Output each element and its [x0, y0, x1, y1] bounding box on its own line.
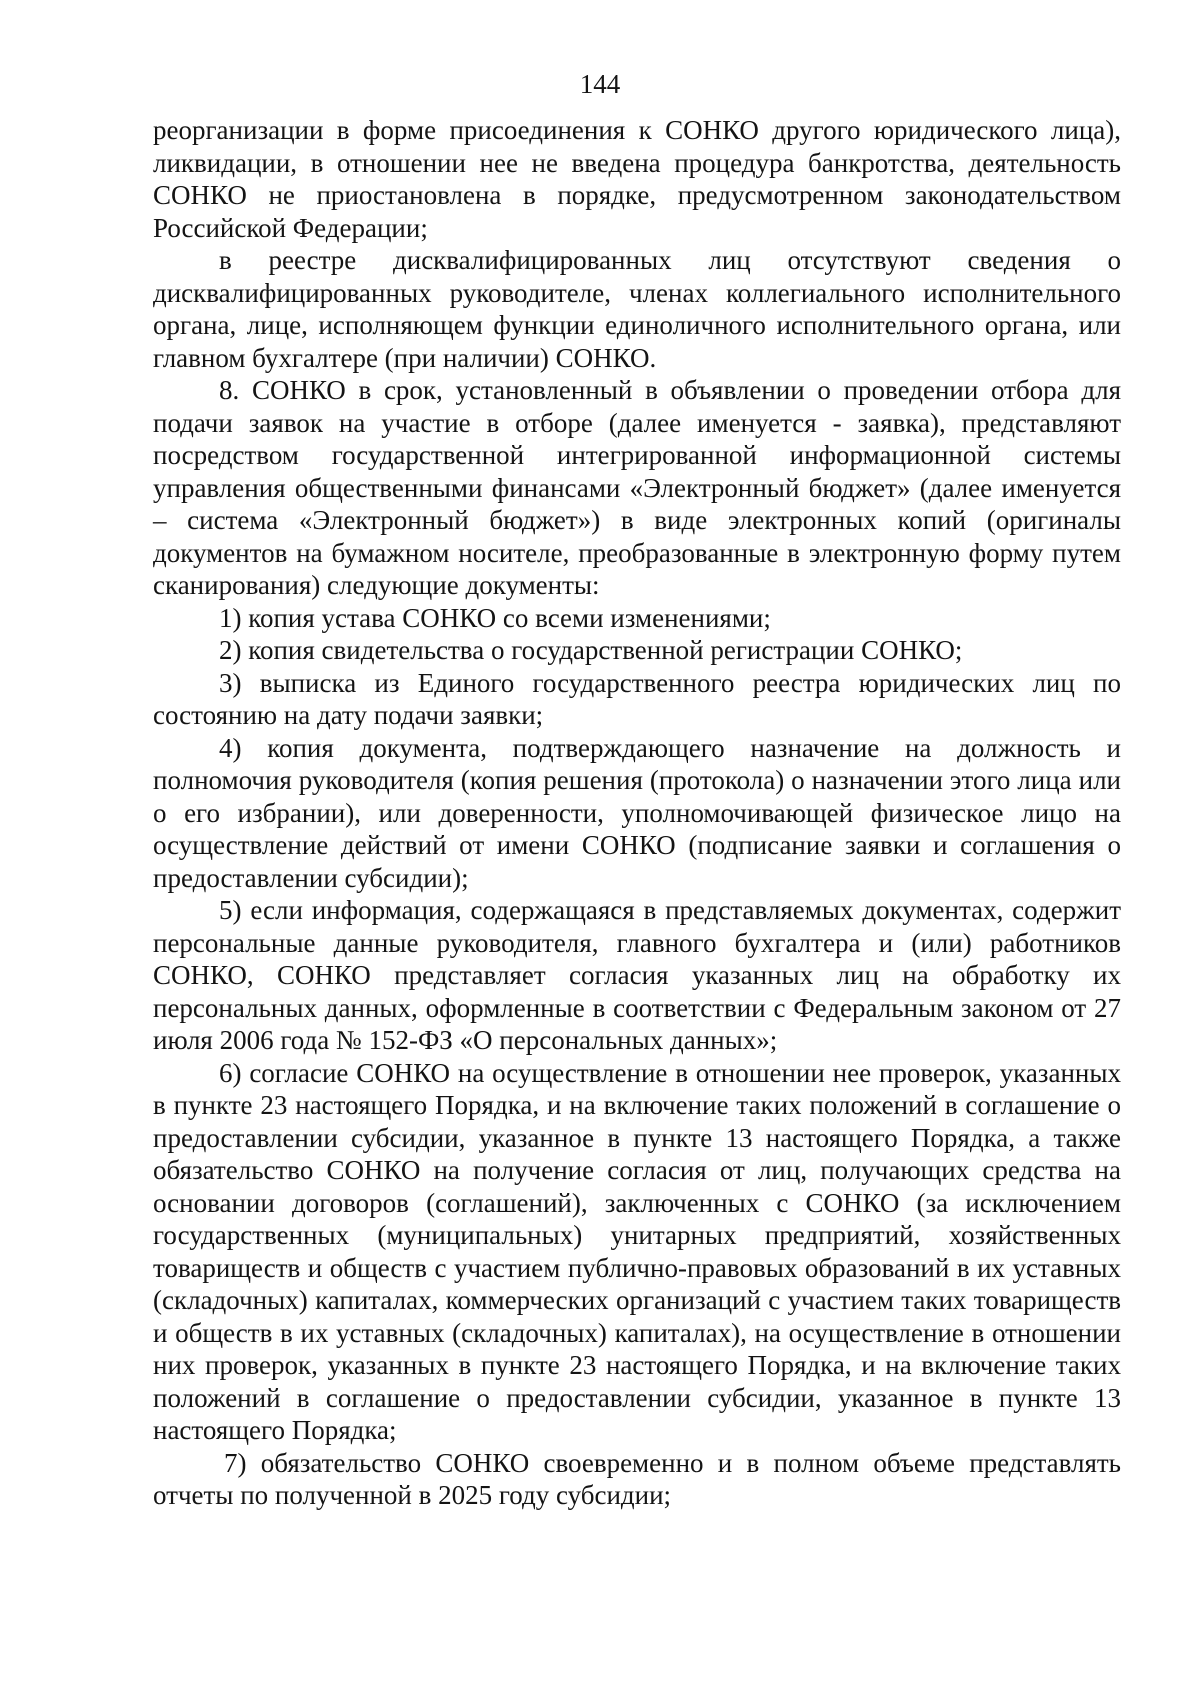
- paragraph-continuation: реорганизации в форме присоединения к СОНКО другого юридического лица), ликвидации, в отношении нее не введена процедура банкротства, деятельность СОНКО не приостановлена в порядке, предусмотренном законодательством Российской Федерации;: [153, 115, 1121, 243]
- page-number: 144: [579, 69, 621, 99]
- list-item-1: 1) копия устава СОНКО со всеми изменениями;: [219, 602, 771, 633]
- list-item-4: 4) копия документа, подтверждающего назначение на должность и полномочия руководителя (копия решения (протокола) о назначении этого лица или о его избрании), или доверенности, уполномочивающей физическое лицо на осуществление действий от имени СОНКО (подписание заявки и соглашения о предоставлении субсидии);: [153, 732, 1121, 893]
- list-item-6: 6) согласие СОНКО на осуществление в отношении нее проверок, указанных в пункте 23 настоящего Порядка, и на включение таких положений в соглашение о предоставлении субсидии, указанное в пункте 13 настоящего Порядка, а также обязательство СОНКО на получение согласия от лиц, получающих средства на основании договоров (соглашений), заключенных с СОНКО (за исключением государственных (муниципальных) унитарных предприятий, хозяйственных товариществ и обществ с участием публично-правовых образований в их уставных (складочных) капиталах, коммерческих организаций с участием таких товариществ и обществ в их уставных (складочных) капиталах), на осуществление в отношении них проверок, указанных в пункте 23 настоящего Порядка, и на включение таких положений в соглашение о предоставлении субсидии, указанное в пункте 13 настоящего Порядка;: [153, 1057, 1121, 1445]
- list-item-5: 5) если информация, содержащаяся в представляемых документах, содержит персональные данные руководителя, главного бухгалтера и (или) работников СОНКО, СОНКО представляет согласия указанных лиц на обработку их персональных данных, оформленные в соответствии с Федеральным законом от 27 июля 2006 года № 152-ФЗ «О персональных данных»;: [153, 895, 1121, 1055]
- paragraph-disqualified-registry: в реестре дисквалифицированных лиц отсутствуют сведения о дисквалифицированных руководителе, членах коллегиального исполнительного органа, лице, исполняющем функции единоличного исполнительного органа, или главном бухгалтере (при наличии) СОНКО.: [153, 245, 1121, 373]
- paragraph-item-8: 8. СОНКО в срок, установленный в объявлении о проведении отбора для подачи заявок на участие в отборе (далее именуется - заявка), представляют посредством государственной интегрированной информационной системы управления общественными финансами «Электронный бюджет» (далее именуется – система «Электронный бюджет») в виде электронных копий (оригиналы документов на бумажном носителе, преобразованные в электронную форму путем сканирования) следующие документы:: [153, 375, 1121, 600]
- list-item-2: 2) копия свидетельства о государственной регистрации СОНКО;: [219, 635, 963, 665]
- list-item-7: 7) обязательство СОНКО своевременно и в полном объеме представлять отчеты по полученной в 2025 году субсидии;: [153, 1447, 1121, 1510]
- list-item-3: 3) выписка из Единого государственного реестра юридических лиц по состоянию на дату подачи заявки;: [153, 667, 1121, 730]
- document-body: [153, 114, 1121, 1512]
